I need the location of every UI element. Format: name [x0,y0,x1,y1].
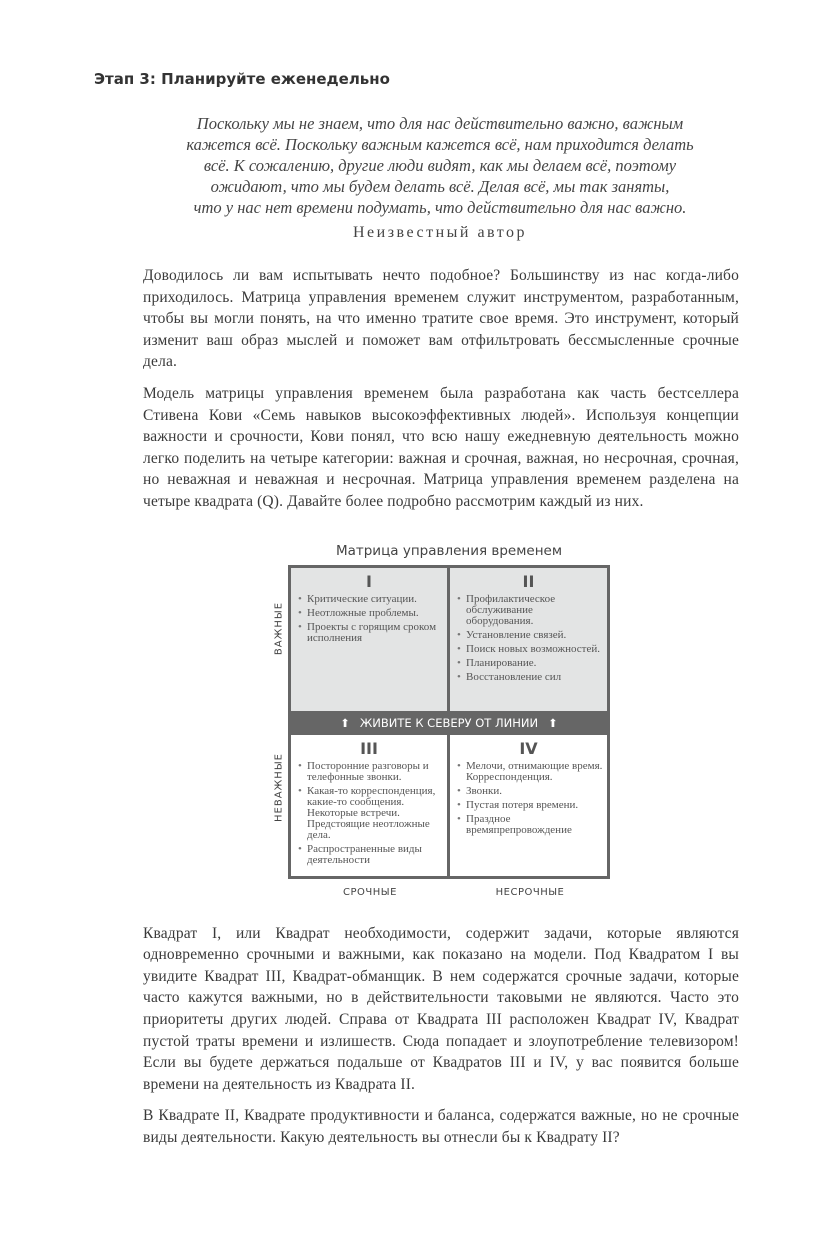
quadrant-3 [291,735,447,876]
quadrant-1 [291,568,447,711]
matrix-figure [143,535,739,905]
list-item: • Установление связей. [466,630,603,641]
list-item: • Профилактическое обслуживание оборудования. [466,594,603,627]
list-item: • Праздное времяпрепровождение [466,814,603,836]
time-management-matrix [288,565,610,879]
epigraph-author: Неизвестный автор [352,224,527,241]
paragraph: Модель матрицы управления временем была разработана как часть бестселлера Стивена Кови «Семь навыков высокоэффективных людей». Используя концепции важности и срочности, Кови понял, что всю нашу ежедневную деятельность можно легко поделить на четыре категории: важная и срочная, важная, но несрочная, срочная, но неважная и неважная и несрочная. Матрица управления временем разделена на четыре квадрата (Q). Давайте более подробно рассмотрим каждый из них. [143,384,739,510]
quadrant-2 [450,568,607,711]
arrow-up-icon: ⬆ [340,715,350,730]
quadrant-number: III [360,738,378,758]
matrix-title: Матрица управления временем [335,542,563,559]
list-item: • Поиск новых возможностей. [466,644,603,655]
list-item: • Звонки. [466,786,603,797]
quadrant-4 [450,735,607,876]
epigraph [120,113,760,218]
epigraph-line: кажется всё. Поскольку важным кажется всё, нам приходится делать [186,135,694,154]
list-item: • Критические ситуации. [307,594,443,605]
list-item: • Какая-то корреспонденция, какие-то сообщения. Некоторые встречи. Предстоящие неотложные дела. [307,786,443,841]
paragraph: Доводилось ли вам испытывать нечто подобное? Большинству из нас когда-либо приходилось. Матрица управления временем служит инструментом, разработанным, чтобы вы могли понять, на что именно тратите свое время. Это инструмент, который изменит ваш образ мыслей и поможет вам отфильтровать бессмысленные срочные дела. [143,267,739,371]
axis-label-not-urgent: НЕСРОЧНЫЕ [495,886,565,898]
section-header: Этап 3: Планируйте еженедельно [94,70,390,88]
body-text [143,265,739,1158]
list-item: • Распространенные виды деятельности [307,844,443,866]
axis-label-important: ВАЖНЫЕ [273,601,285,655]
list-item: • Мелочи, отнимающие время. Корреспонденция. [466,761,603,783]
band-label: ЖИВИТЕ К СЕВЕРУ ОТ ЛИНИИ [359,715,539,730]
epigraph-line: всё. К сожалению, другие люди видят, как мы делаем всё, поэтому [203,156,677,175]
axis-label-unimportant: НЕВАЖНЫЕ [273,752,285,822]
quadrant-number: IV [519,738,538,758]
epigraph-line: что у нас нет времени подумать, что действительно для нас важно. [193,198,687,217]
list-item: • Пустая потеря времени. [466,800,603,811]
paragraph: Квадрат I, или Квадрат необходимости, содержит задачи, которые являются одновременно срочными и важными, как показано на модели. Под Квадратом I вы увидите Квадрат III, Квадрат-обманщик. В нем содержатся срочные задачи, которые часто кажутся важными, но в действительности таковыми не являются. Часто это приоритеты других людей. Справа от Квадрата III расположен Квадрат IV, Квадрат пустой траты времени и излишеств. Сюда попадает и злоупотребление телевизором! Если вы будете держаться подальше от Квадратов III и IV, у вас появится больше времени на деятельность из Квадрата II. [143,924,739,1093]
epigraph-line: Поскольку мы не знаем, что для нас действительно важно, важным [196,114,684,133]
quadrant-number: II [522,571,535,591]
north-of-line-band [288,711,610,735]
paragraph: В Квадрате II, Квадрате продуктивности и баланса, содержатся важные, но не срочные виды деятельности. Какую деятельность вы отнесли бы к Квадрату II? [143,1107,739,1146]
list-item: • Проекты с горящим сроком исполнения [307,622,443,644]
list-item: • Посторонние разговоры и телефонные звонки. [307,761,443,783]
epigraph-line: ожидают, что мы будем делать всё. Делая всё, мы так заняты, [210,177,670,196]
list-item: • Восстановление сил [466,672,603,683]
list-item: • Планирование. [466,658,603,669]
axis-label-urgent: СРОЧНЫЕ [343,886,397,898]
arrow-up-icon: ⬆ [548,715,558,730]
quadrant-number: I [366,571,372,591]
list-item: • Неотложные проблемы. [307,608,443,619]
